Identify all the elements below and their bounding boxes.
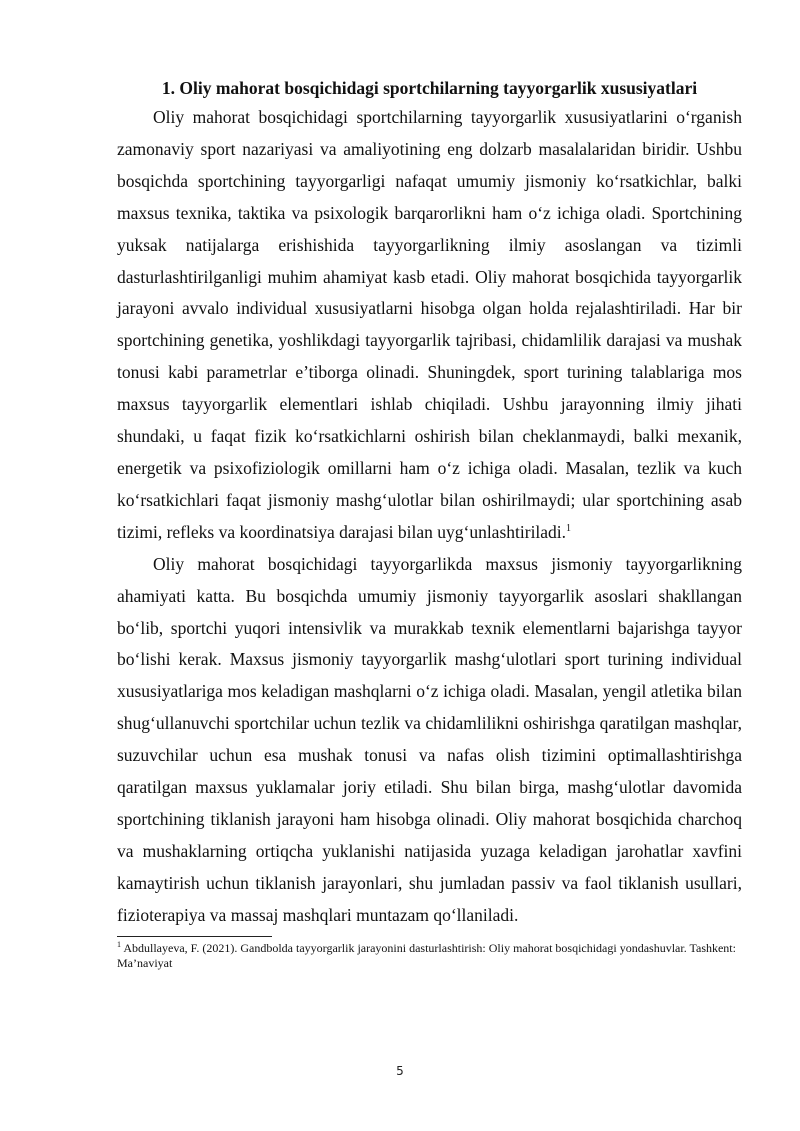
footnote-text: Abdullayeva, F. (2021). Gandbolda tayyorgarlik jarayonini dasturlashtirish: Oliy mahorat bosqichidagi yondashuvlar. Tashkent: Ma’naviyat (117, 940, 736, 970)
footnote-reference[interactable]: 1 (566, 522, 572, 534)
footnote-divider (117, 936, 272, 937)
document-page (117, 74, 742, 971)
section-heading: 1. Oliy mahorat bosqichidagi sportchilarning tayyorgarlik xususiyatlari (161, 78, 698, 98)
footnote-number: 1 (117, 939, 121, 949)
body-paragraph-2: Oliy mahorat bosqichidagi tayyorgarlikda maxsus jismoniy tayyorgarlikning ahamiyati katta. Bu bosqichda umumiy jismoniy tayyorgarlik asoslari shakllangan bo‘lib, sportchi yuqori intensivlik va murakkab texnik elementlarni bajarishga tayyor bo‘lishi kerak. Maxsus jismoniy tayyorgarlik mashg‘ulotlari sport turining individual xususiyatlariga mos keladigan mashqlarni o‘z ichiga oladi. Masalan, yengil atletika bilan shug‘ullanuvchi sportchilar uchun tezlik va chidamlilikni oshirishga qaratilgan mashqlar, suzuvchilar uchun esa mushak tonusi va nafas olish tizimini optimallashtirishga qaratilgan maxsus yuklamalar joriy etiladi. Shu bilan birga, mashg‘ulotlar davomida sportchining tiklanish jarayoni ham hisobga olinadi. Oliy mahorat bosqichida charchoq va mushaklarning ortiqcha yuklanishi natijasida yuzaga keladigan jarohatlar xavfini kamaytirish uchun tiklanish jarayonlari, shu jumladan passiv va faol tiklanish usullari, fizioterapiya va massaj mashqlari muntazam qo‘llaniladi. (117, 553, 742, 925)
page-number: 5 (396, 1064, 404, 1078)
body-paragraph-1 (117, 102, 742, 549)
paragraph-1-text: Oliy mahorat bosqichidagi sportchilarning tayyorgarlik xususiyatlarini o‘rganish zamonaviy sport nazariyasi va amaliyotining eng dolzarb masalalaridan biridir. Ushbu bosqichda sportchining tayyorgarligi nafaqat umumiy jismoniy ko‘rsatkichlar, balki maxsus texnika, taktika va psixologik barqarorlikni ham o‘z ichiga oladi. Sportchining yuksak natijalarga erishishida tayyorgarlikning ilmiy asoslangan va tizimli dasturlashtirilganligi muhim ahamiyat kasb etadi. Oliy mahorat bosqichida tayyorgarlik jarayoni avvalo individual xususiyatlarni hisobga olgan holda rejalashtiriladi. Har bir sportchining genetika, yoshlikdagi tayyorgarlik tajribasi, chidamlilik darajasi va mushak tonusi kabi parametrlar e’tiborga olinadi. Shuningdek, sport turining talablariga mos maxsus tayyorgarlik elementlari ishlab chiqiladi. Ushbu jarayonning ilmiy jihati shundaki, u faqat fizik ko‘rsatkichlarni oshirish bilan cheklanmaydi, balki mexanik, energetik va psixofiziologik omillarni ham o‘z ichiga oladi. Masalan, tezlik va kuch ko‘rsatkichlari faqat jismoniy mashg‘ulotlar bilan oshirilmaydi; ular sportchining asab tizimi, refleks va koordinatsiya darajasi bilan uyg‘unlashtiriladi. (117, 107, 742, 542)
footnote (117, 941, 742, 971)
